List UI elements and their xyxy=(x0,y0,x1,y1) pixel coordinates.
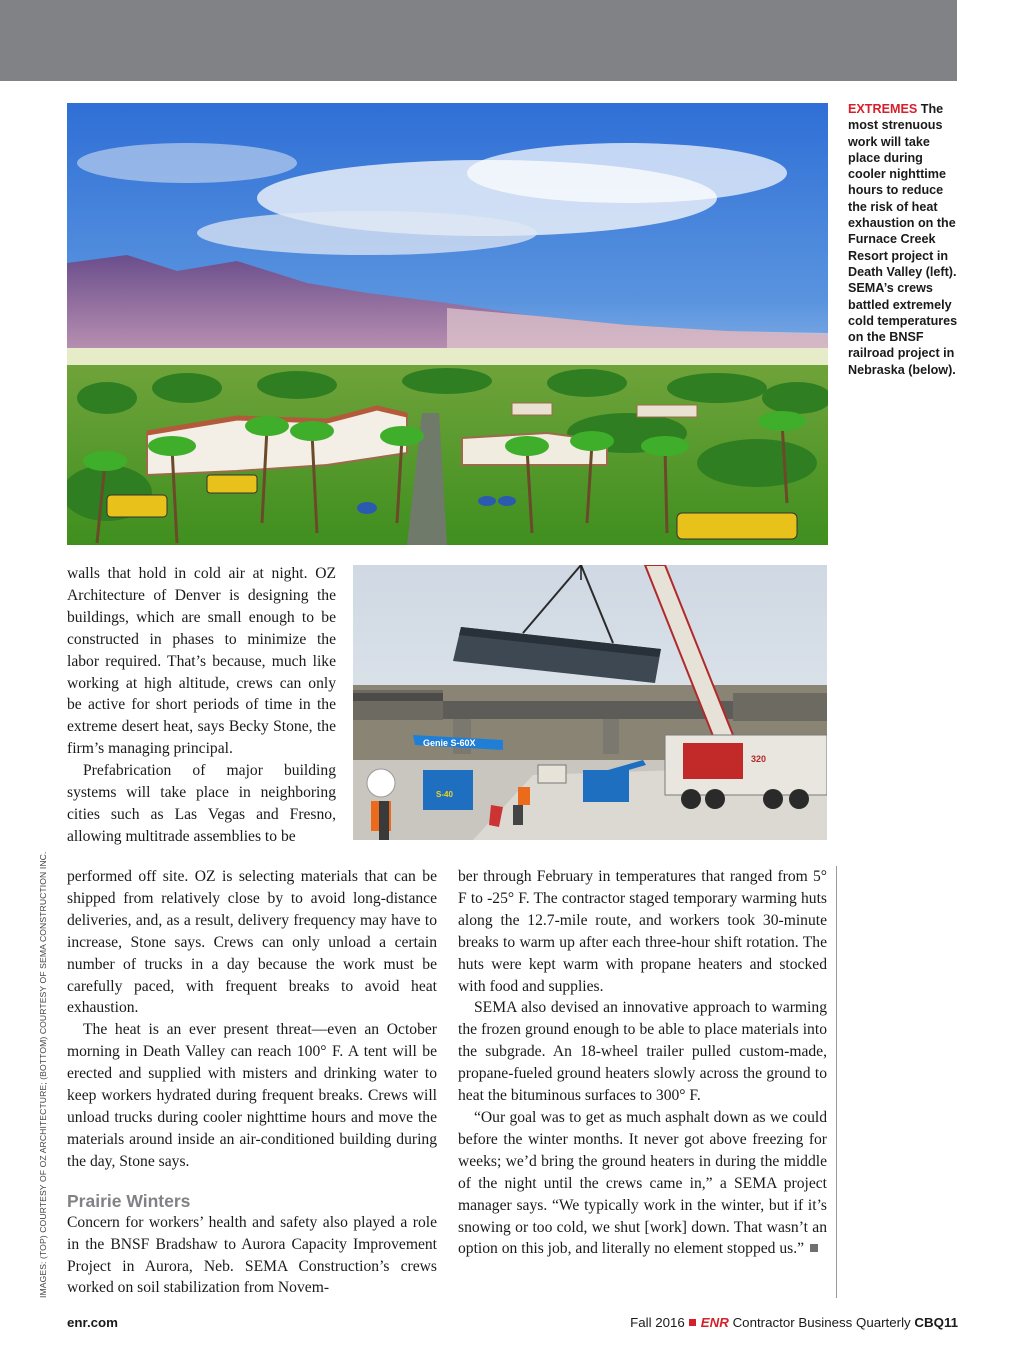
footer-publication: Contractor Business Quarterly xyxy=(732,1315,911,1330)
article-column-1-top xyxy=(67,563,336,848)
crane-bridge-photo xyxy=(353,565,827,840)
caption-text: The most strenuous work will take place during cooler nighttime hours to reduce the risk of heat exhaustion on the Furnace Creek Resort project in Death Valley (left). SEMA’s crews battled extremely cold temperatures on the BNSF railroad project in Nebraska (below). xyxy=(848,102,958,377)
footer-site: enr.com xyxy=(67,1315,118,1330)
footer-issue: Fall 2016 xyxy=(630,1315,685,1330)
paragraph-6 xyxy=(458,1107,827,1260)
image-credit: IMAGES: (TOP) COURTESY OF OZ ARCHITECTURE; (BOTTOM) COURTESY OF SEMA CONSTRUCTION INC. xyxy=(38,851,48,1298)
header-band xyxy=(0,0,957,81)
footer-folio xyxy=(630,1315,958,1330)
paragraph-4-end: ber through February in temperatures that ranged from 5° F to -25° F. The contractor staged temporary warming huts along the 12.7-mile route, and workers took 30-minute breaks to warm up after each three-hour shift rotation. The huts were kept warm with propane heaters and stocked with food and supplies. xyxy=(458,868,827,995)
footer-brand: ENR xyxy=(700,1315,729,1330)
footer-page-number: CBQ11 xyxy=(914,1315,958,1330)
end-of-article-mark xyxy=(810,1244,818,1252)
resort-rendering-image xyxy=(67,103,828,545)
paragraph-6-text: “Our goal was to get as much asphalt down as we could before the winter months. It never got above freezing for weeks; we’d bring the ground heaters in during the middle of the night until the crews came in,” a SEMA project manager says. “We typically work in the winter, but if it’s snowing or too cold, we shut [work] down. That wasn’t an option on this job, and literally no element stopped us.” xyxy=(458,1108,827,1258)
paragraph-1: walls that hold in cold air at night. OZ Architecture of Denver is designing the buildings, which are small enough to be constructed in phases to minimize the labor required. That’s because, much like working at high altitude, crews can only be active for short periods of time in the extreme desert heat, says Becky Stone, the firm’s managing principal. xyxy=(67,565,336,758)
caption-keyword: EXTREMES xyxy=(848,102,918,116)
lift-label-2-text: S-40 xyxy=(436,790,453,799)
article-column-2 xyxy=(458,866,827,1260)
paragraph-3: The heat is an ever present threat—even an October morning in Death Valley can reach 100° F. A tent will be erected and supplied with misters and drinking water to keep workers hydrated during frequent breaks. Crews will unload trucks during cooler nighttime hours and move the materials around inside an air-conditioned building during the day, Stone says. xyxy=(67,1021,437,1170)
paragraph-4-start: Concern for workers’ health and safety also played a role in the BNSF Bradshaw to Aurora Capacity Improvement Project in Aurora, Neb. SEMA Construction’s crews worked on soil stabilization from Novem- xyxy=(67,1213,437,1297)
lift-label-text: Genie S-60X xyxy=(423,738,476,748)
column-rule xyxy=(836,866,837,1298)
paragraph-2-start: Prefabrication of major building systems will take place in neighboring cities such as Las Vegas and Fresno, allowing multitrade assemblies to be xyxy=(67,762,336,845)
article-column-1-bottom xyxy=(67,866,437,1299)
paragraph-5: SEMA also devised an innovative approach to warming the frozen ground enough to be able to place materials into the subgrade. An 18-wheel trailer pulled custom-made, propane-fueled ground heaters slowly across the ground to heat the bituminous surfaces to 300° F. xyxy=(458,999,827,1105)
crane-number-text: 320 xyxy=(751,754,767,764)
paragraph-2-end: performed off site. OZ is selecting materials that can be shipped from relatively close by to avoid long-distance deliveries, and, as a result, delivery frequency may have to increase, Stone says. Crews can only unload a certain number of trucks in a day because the work must be carefully paced, with frequent breaks to avoid heat exhaustion. xyxy=(67,868,437,1017)
subhead-prairie-winters: Prairie Winters xyxy=(67,1190,191,1211)
photo-caption xyxy=(848,101,960,378)
red-square-icon xyxy=(689,1319,696,1326)
